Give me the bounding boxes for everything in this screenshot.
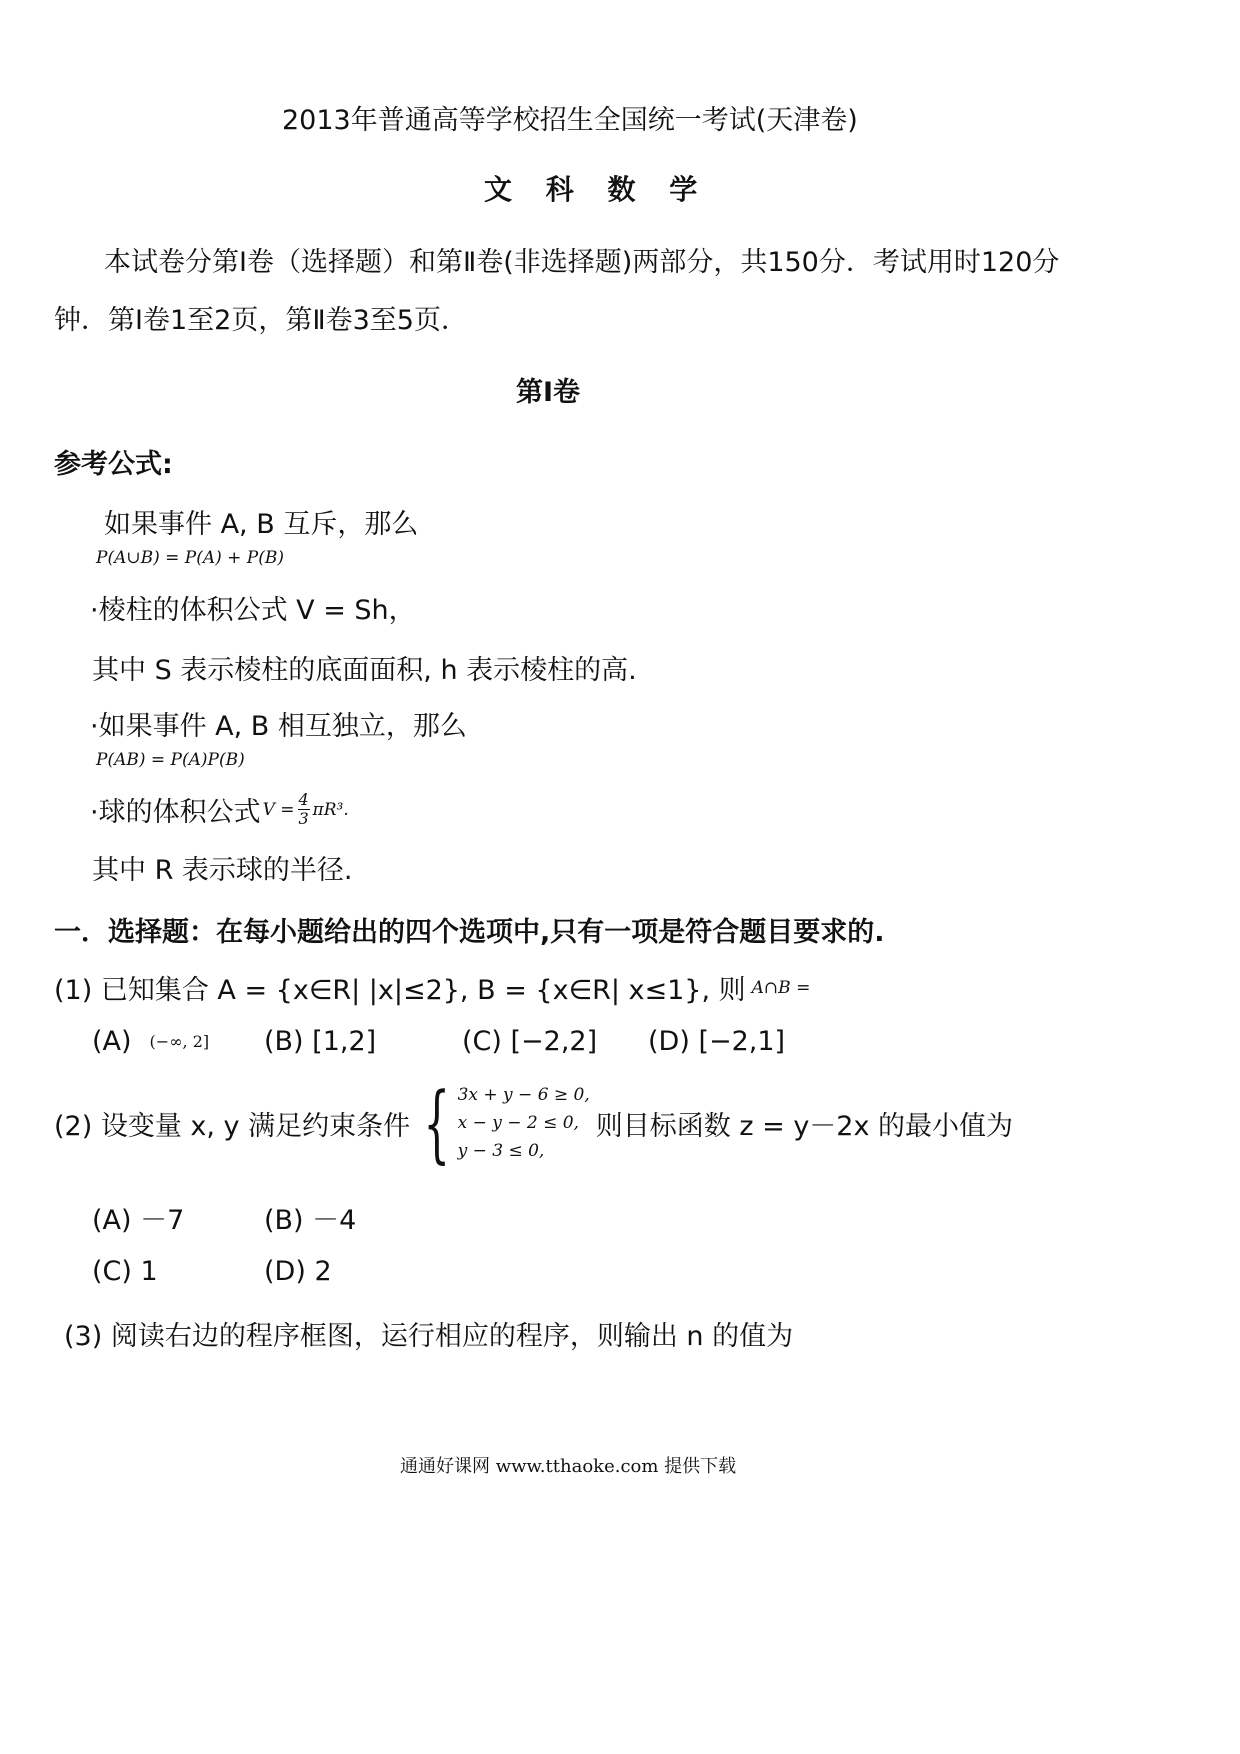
q2-constraint-system: [410, 1074, 590, 1172]
fraction-numerator: 4: [298, 790, 309, 809]
q2-constraint-2: x − y − 2 ≤ 0,: [457, 1113, 579, 1133]
fraction-denominator: 3: [298, 809, 309, 828]
formula-4-prefix: ·球的体积公式: [90, 797, 261, 828]
formulas-heading: 参考公式:: [54, 449, 173, 480]
q2-option-a: (A) －7: [92, 1205, 185, 1236]
q1-text: (1) 已知集合 A = {x∈R| |x|≤2}, B = {x∈R| x≤1}, 则: [54, 975, 746, 1006]
q1-option-b: (B) [1,2]: [264, 1026, 377, 1057]
formula-1-text: 如果事件 A, B 互斥，那么: [104, 509, 419, 540]
formula-4-note: 其中 R 表示球的半径.: [92, 855, 353, 886]
question-3: (3) 阅读右边的程序框图，运行相应的程序，则输出 n 的值为: [64, 1321, 794, 1352]
part1-heading: 一．选择题：在每小题给出的四个选项中,只有一项是符合题目要求的.: [54, 917, 885, 948]
q2-suffix: 则目标函数 z = y－2x 的最小值为: [595, 1110, 1014, 1142]
q1-option-d: (D) [−2,1]: [648, 1026, 786, 1057]
q2-option-d: (D) 2: [264, 1256, 332, 1287]
formula-2-note: 其中 S 表示棱柱的底面面积, h 表示棱柱的高.: [92, 655, 637, 686]
formula-1-equation: P(A∪B) = P(A) + P(B): [96, 548, 284, 568]
question-2: [54, 1074, 1014, 1172]
q1-option-a-value: (−∞, 2]: [149, 1032, 210, 1051]
exam-title: 2013年普通高等学校招生全国统一考试(天津卷): [282, 105, 858, 136]
intro-line-2: 钟．第Ⅰ卷1至2页，第Ⅱ卷3至5页．: [54, 305, 468, 336]
left-brace-icon: {: [423, 1074, 451, 1172]
formula-3-equation: P(AB) = P(A)P(B): [96, 750, 245, 770]
q2-prefix: (2) 设变量 x, y 满足约束条件: [54, 1110, 411, 1142]
q1-option-c: (C) [−2,2]: [462, 1026, 598, 1057]
q1-tail: A∩B =: [751, 977, 811, 998]
formula-4-fraction: [298, 791, 310, 828]
formula-4-lhs: V =: [262, 799, 295, 820]
intro-line-1: 本试卷分第Ⅰ卷（选择题）和第Ⅱ卷(非选择题)两部分，共150分．考试用时120分: [104, 247, 1060, 278]
section-title: 第Ⅰ卷: [516, 377, 581, 408]
exam-subtitle: 文 科 数 学: [484, 173, 710, 206]
formula-4-rhs: πR³.: [312, 799, 349, 820]
formula-2-text: ·棱柱的体积公式 V = Sh，: [90, 595, 416, 626]
q2-constraint-3: y − 3 ≤ 0,: [457, 1141, 545, 1161]
formula-4-row: [90, 790, 349, 829]
q2-option-c: (C) 1: [92, 1256, 158, 1287]
q1-option-a: [92, 1026, 209, 1057]
formula-3-text: ·如果事件 A, B 相互独立，那么: [90, 711, 467, 742]
q1-option-a-label: (A): [92, 1026, 132, 1057]
q2-option-b: (B) －4: [264, 1205, 357, 1236]
page-footer: 通通好课网 www.tthaoke.com 提供下载: [400, 1456, 737, 1477]
q2-constraint-1: 3x + y − 6 ≥ 0,: [457, 1085, 590, 1105]
q2-constraints: [458, 1081, 590, 1165]
question-1: [54, 968, 810, 1007]
